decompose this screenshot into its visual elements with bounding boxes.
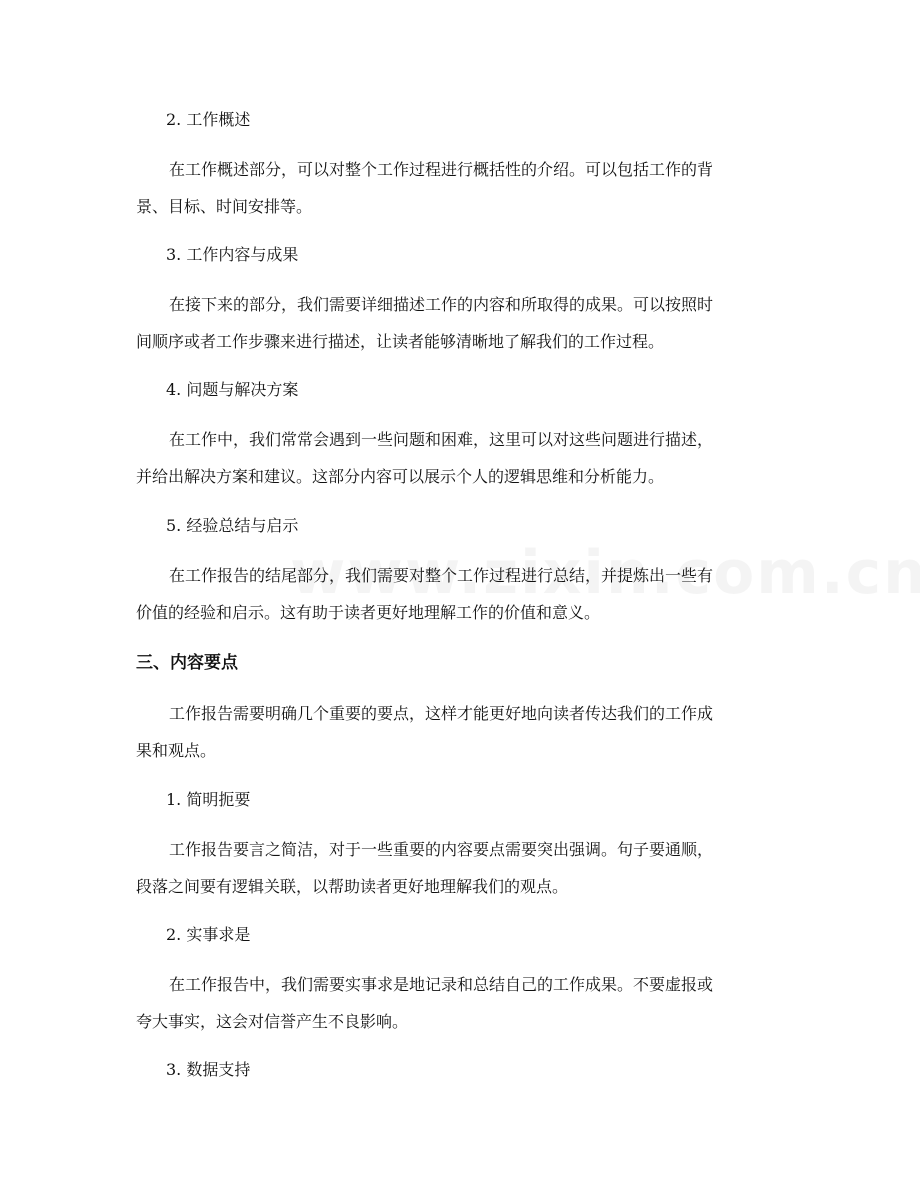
section-title-factual: 2. 实事求是 — [166, 925, 251, 944]
paragraph-line: 价值的经验和启示。这有助于读者更好地理解工作的价值和意义。 — [136, 603, 601, 622]
section-title-summary: 5. 经验总结与启示 — [166, 516, 299, 535]
paragraph-line: 工作报告要言之简洁，对于一些重要的内容要点需要突出强调。句子要通顺， — [169, 840, 714, 859]
paragraph-line: 间顺序或者工作步骤来进行描述，让读者能够清晰地了解我们的工作过程。 — [136, 332, 665, 351]
paragraph-line: 果和观点。 — [136, 741, 217, 760]
section-title-problems: 4. 问题与解决方案 — [166, 380, 299, 399]
paragraph-line: 工作报告需要明确几个重要的要点，这样才能更好地向读者传达我们的工作成 — [169, 704, 714, 723]
paragraph-line: 在工作中，我们常常会遇到一些问题和困难，这里可以对这些问题进行描述， — [169, 430, 714, 449]
paragraph-line: 在工作报告中，我们需要实事求是地记录和总结自己的工作成果。不要虚报或 — [169, 975, 714, 994]
section-title-concise: 1. 简明扼要 — [166, 790, 251, 809]
paragraph-line: 在工作报告的结尾部分，我们需要对整个工作过程进行总结，并提炼出一些有 — [169, 566, 714, 585]
section-title-data-support: 3. 数据支持 — [166, 1060, 251, 1079]
section-title-work-overview: 2. 工作概述 — [166, 110, 251, 129]
paragraph-line: 夸大事实，这会对信誉产生不良影响。 — [136, 1012, 409, 1031]
paragraph-line: 并给出解决方案和建议。这部分内容可以展示个人的逻辑思维和分析能力。 — [136, 467, 665, 486]
paragraph-line: 在工作概述部分，可以对整个工作过程进行概括性的介绍。可以包括工作的背 — [169, 160, 714, 179]
paragraph-line: 在接下来的部分，我们需要详细描述工作的内容和所取得的成果。可以按照时 — [169, 295, 714, 314]
section-title-work-content: 3. 工作内容与成果 — [166, 245, 299, 264]
paragraph-line: 段落之间要有逻辑关联，以帮助读者更好地理解我们的观点。 — [136, 877, 569, 896]
chapter-heading: 三、内容要点 — [136, 653, 238, 673]
paragraph-line: 景、目标、时间安排等。 — [136, 197, 313, 216]
